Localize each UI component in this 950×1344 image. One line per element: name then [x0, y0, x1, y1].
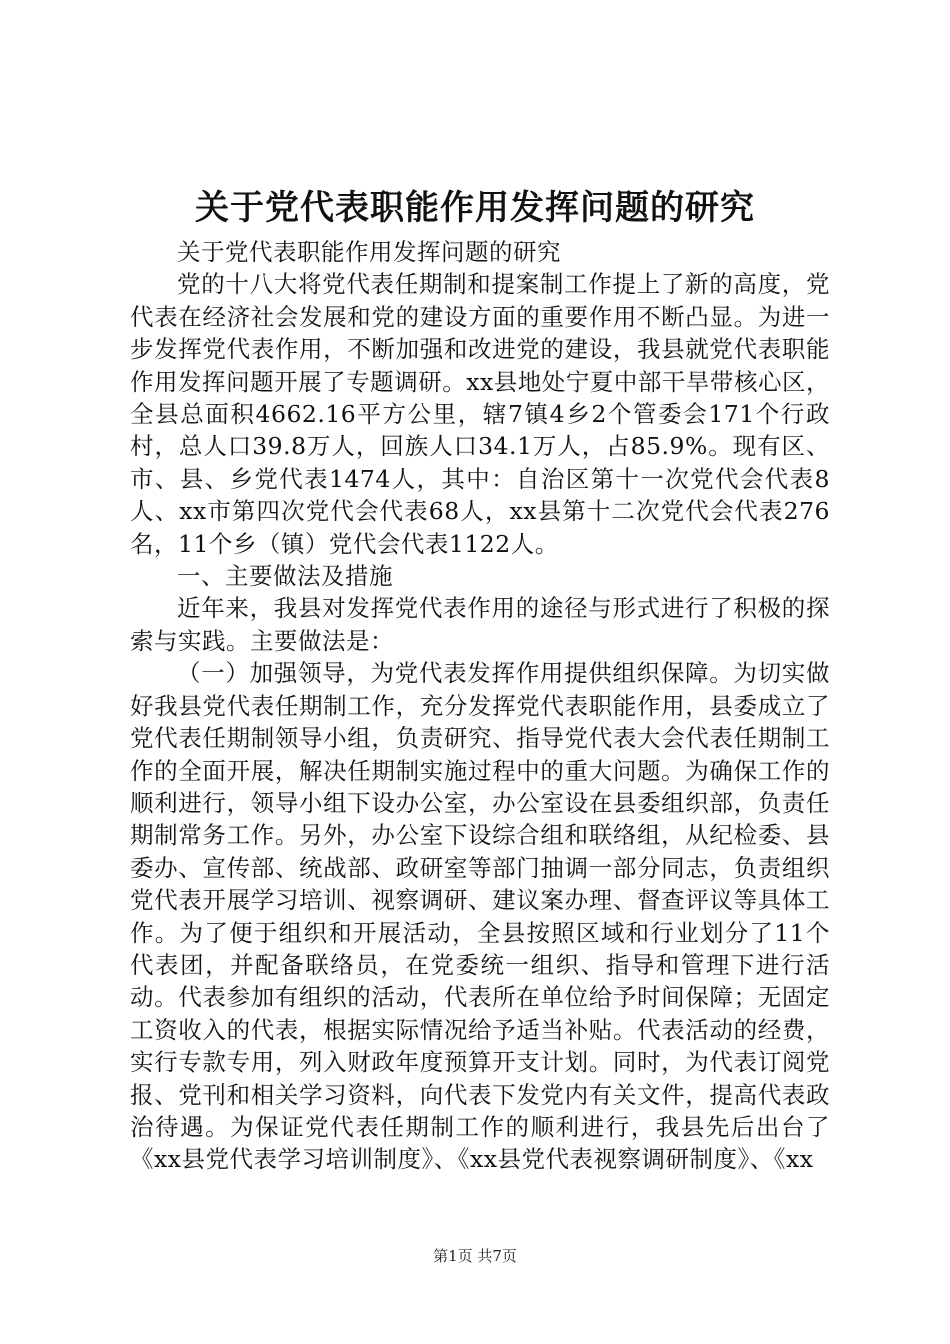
paragraph-intro: 党的十八大将党代表任期制和提案制工作提上了新的高度，党代表在经济社会发展和党的建设方面的重要作用不断凸显。为进一步发挥党代表作用，不断加强和改进党的建设，我县就党代表职能作用发挥问题开展了专题调研。xx县地处宁夏中部干旱带核心区，全县总面积4662.16平方公里，辖7镇4乡2个管委会171个行政村，总人口39.8万人，回族人口34.1万人，占85.9%。现有区、市、县、乡党代表1474人，其中：自治区第十一次党代会代表8人、xx市第四次党代会代表68人，xx县第十二次党代会代表276名，11个乡（镇）党代会代表1122人。 [130, 270, 830, 558]
document-title: 关于党代表职能作用发挥问题的研究 [195, 188, 755, 228]
document-body [130, 236, 830, 1176]
paragraph-approach: 近年来，我县对发挥党代表作用的途径与形式进行了积极的探索与实践。主要做法是： [130, 594, 830, 655]
paragraph-leadership: （一）加强领导，为党代表发挥作用提供组织保障。为切实做好我县党代表任期制工作，充分发挥党代表职能作用，县委成立了党代表任期制领导小组，负责研究、指导党代表大会代表任期制工作的全面开展，解决任期制实施过程中的重大问题。为确保工作的顺利进行，领导小组下设办公室，办公室设在县委组织部，负责任期制常务工作。另外，办公室下设综合组和联络组，从纪检委、县委办、宣传部、统战部、政研室等部门抽调一部分同志，负责组织党代表开展学习培训、视察调研、建议案办理、督查评议等具体工作。为了便于组织和开展活动，全县按照区域和行业划分了11个代表团，并配备联络员，在党委统一组织、指导和管理下进行活动。代表参加有组织的活动，代表所在单位给予时间保障；无固定工资收入的代表，根据实际情况给予适当补贴。代表活动的经费，实行专款专用，列入财政年度预算开支计划。同时，为代表订阅党报、党刊和相关学习资料，向代表下发党内有关文件，提高代表政治待遇。为保证党代表任期制工作的顺利进行，我县先后出台了《xx县党代表学习培训制度》、《xx县党代表视察调研制度》、《xx [130, 659, 830, 1174]
paragraph-subtitle: 关于党代表职能作用发挥问题的研究 [177, 238, 561, 266]
section-heading: 一、主要做法及措施 [177, 562, 393, 591]
page-number: 第1页 共7页 [433, 1247, 517, 1265]
